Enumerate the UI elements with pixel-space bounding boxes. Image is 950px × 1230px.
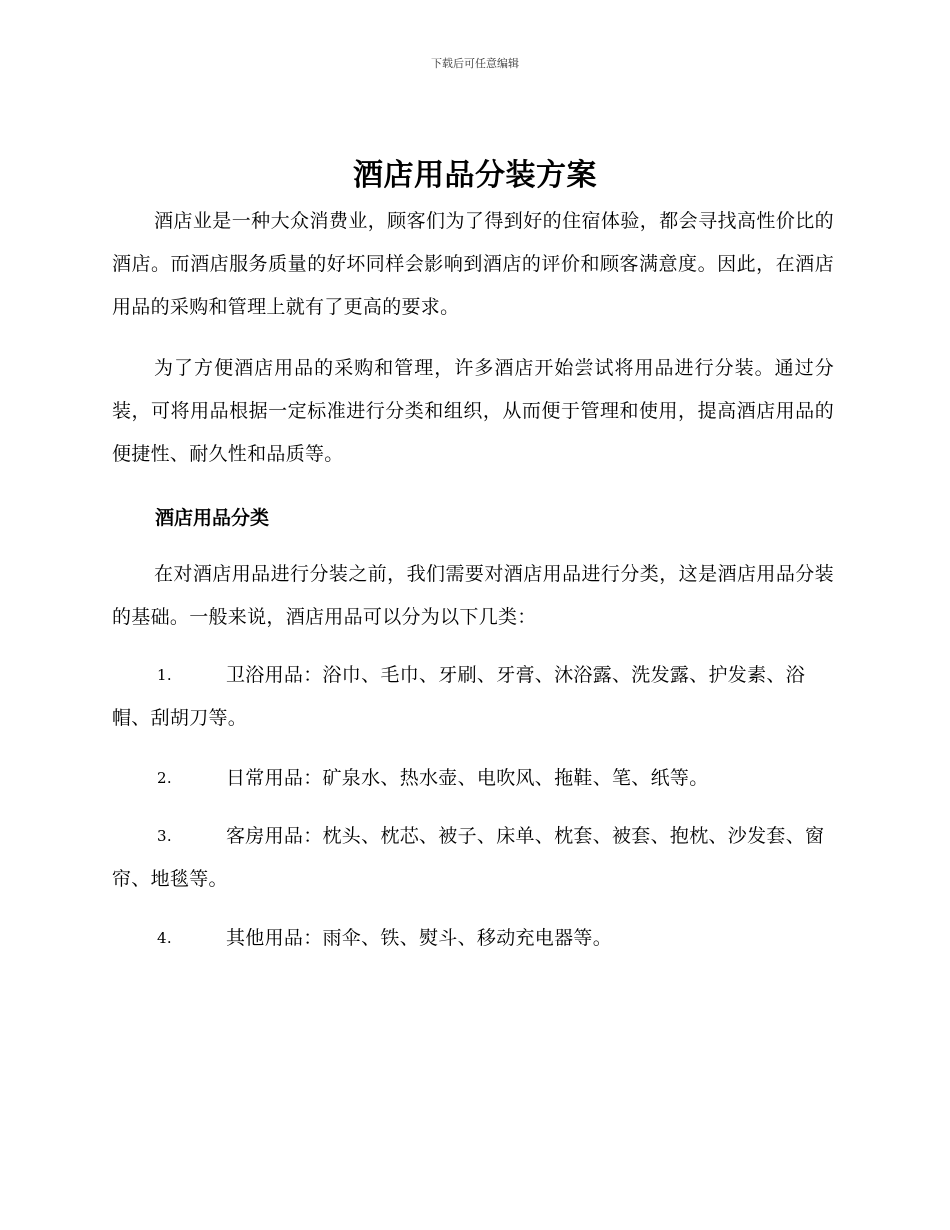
packaging-paragraph: 为了方便酒店用品的采购和管理，许多酒店开始尝试将用品进行分装。通过分装，可将用品根据一定标准进行分类和组织，从而便于管理和使用，提高酒店用品的便捷性、耐久性和品质等。 [112, 357, 834, 465]
section-intro-paragraph: 在对酒店用品进行分装之前，我们需要对酒店用品进行分类，这是酒店用品分装的基础。一般来说，酒店用品可以分为以下几类： [112, 563, 834, 628]
list-item-text: 其他用品：雨伞、铁、熨斗、移动充电器等。 [226, 927, 613, 949]
list-item-text: 客房用品：枕头、枕芯、被子、床单、枕套、被套、抱枕、沙发套、窗帘、地毯等。 [112, 825, 825, 890]
list-item-text: 日常用品：矿泉水、热水壶、电吹风、拖鞋、笔、纸等。 [226, 767, 709, 789]
list-item-number: 1. [157, 666, 172, 684]
list-item-number: 4. [157, 929, 172, 947]
document-title: 酒店用品分装方案 [353, 158, 597, 193]
intro-paragraph: 酒店业是一种大众消费业，顾客们为了得到好的住宿体验，都会寻找高性价比的酒店。而酒店服务质量的好坏同样会影响到酒店的评价和顾客满意度。因此，在酒店用品的采购和管理上就有了更高的要求。 [112, 210, 834, 318]
page-header-note: 下载后可任意编辑 [431, 57, 519, 70]
list-item [112, 654, 834, 740]
list-item-number: 3. [157, 827, 172, 845]
section-heading: 酒店用品分类 [155, 507, 270, 529]
list-item [112, 757, 834, 800]
list-item-text: 卫浴用品：浴巾、毛巾、牙刷、牙膏、沐浴露、洗发露、护发素、浴帽、刮胡刀等。 [112, 664, 806, 729]
list-item [112, 815, 834, 901]
list-item-number: 2. [157, 769, 172, 787]
list-item [112, 917, 834, 960]
